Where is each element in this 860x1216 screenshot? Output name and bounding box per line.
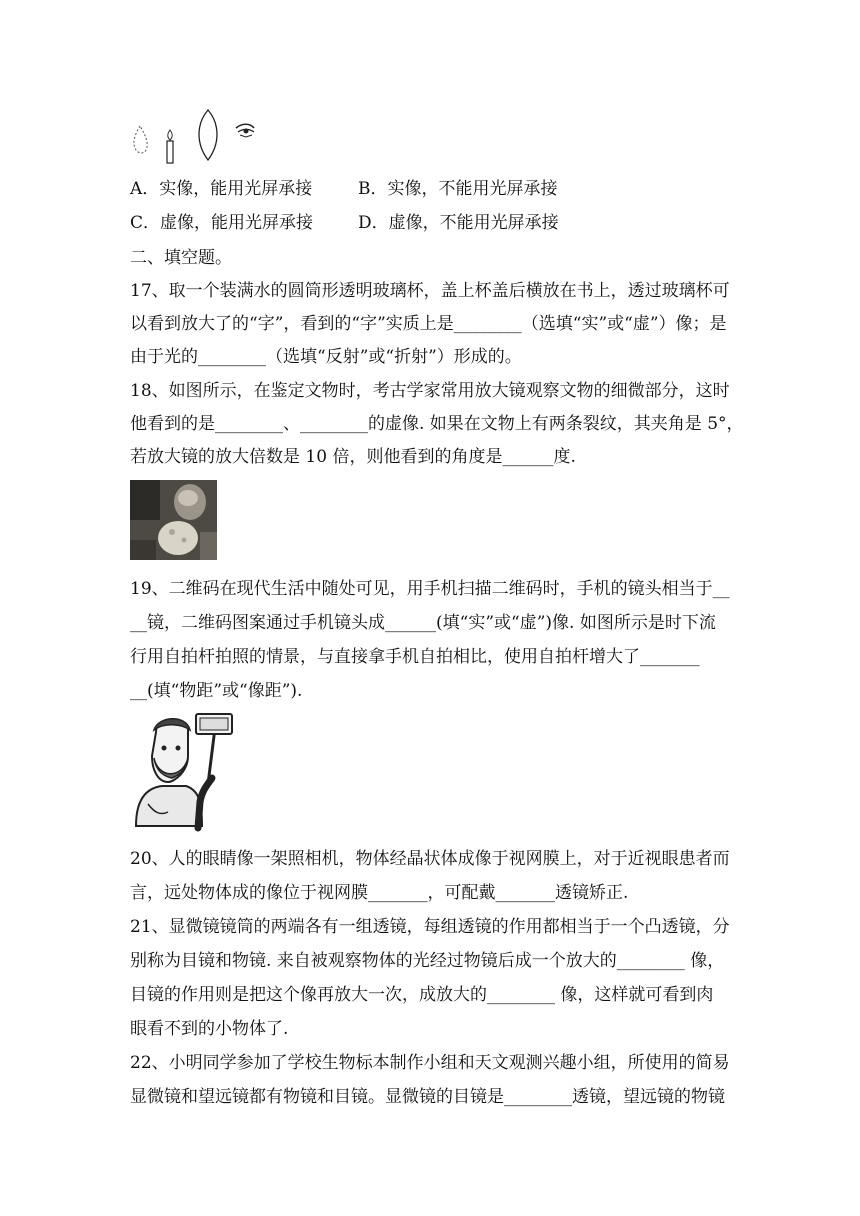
q19-line2: __镜，二维码图案通过手机镜头成______(填“实”或“虚”)像. 如图所示是时下流	[130, 613, 716, 633]
q22-line2: 显微镜和望远镜都有物镜和目镜。显微镜的目镜是________透镜，望远镜的物镜	[130, 1087, 725, 1107]
q19-line4: __(填“物距”或“像距”).	[130, 681, 303, 701]
q21-line3: 目镜的作用则是把这个像再放大一次，成放大的________ 像，这样就可看到肉	[130, 985, 714, 1005]
q19-line3: 行用自拍杆拍照的情景，与直接拿手机自拍相比，使用自拍杆增大了_______	[130, 647, 700, 667]
option-c: C．虚像，能用光屏承接	[130, 213, 314, 233]
q17-line2: 以看到放大了的“字”，看到的“字”实质上是________（选填“实”或“虚”）像；是	[130, 314, 727, 334]
flame-image-icon	[134, 126, 147, 153]
q20-line2: 言，远处物体成的像位于视网膜_______，可配戴_______透镜矫正.	[130, 883, 629, 903]
q18-line1: 18、如图所示，在鉴定文物时，考古学家常用放大镜观察文物的细微部分，这时	[130, 381, 730, 401]
q17-line3: 由于光的________（选填“反射”或“折射”）形成的。	[130, 347, 522, 367]
q21-line2: 别称为目镜和物镜. 来自被观察物体的光经过物镜后成一个放大的________ 像，	[130, 951, 725, 971]
convex-lens-icon	[199, 110, 217, 160]
option-a: A．实像，能用光屏承接	[130, 179, 313, 199]
q18-line2: 他看到的是________、________的虚像. 如果在文物上有两条裂纹，其夹角是 5°，	[130, 414, 744, 434]
q17-line1: 17、取一个装满水的圆筒形透明玻璃杯，盖上杯盖后横放在书上，透过玻璃杯可	[130, 281, 730, 301]
eye-icon	[236, 124, 254, 137]
optics-diagram	[126, 106, 266, 166]
q19-line1: 19、二维码在现代生活中随处可见，用手机扫描二维码时，手机的镜头相当于__	[130, 579, 730, 599]
q18-line3: 若放大镜的放大倍数是 10 倍，则他看到的角度是______度.	[130, 447, 576, 467]
q22-line1: 22、小明同学参加了学校生物标本制作小组和天文观测兴趣小组，所使用的简易	[130, 1053, 730, 1073]
option-d: D．虚像，不能用光屏承接	[358, 213, 559, 233]
section-title: 二、填空题。	[130, 248, 232, 268]
q21-line1: 21、显微镜镜筒的两端各有一组透镜，每组透镜的作用都相当于一个凸透镜，分	[130, 917, 730, 937]
selfie-stick-illustration	[128, 708, 240, 832]
q20-line1: 20、人的眼睛像一架照相机，物体经晶状体成像于视网膜上，对于近视眼患者而	[130, 849, 730, 869]
archaeologist-magnifier-photo	[130, 480, 217, 560]
option-b: B．实像，不能用光屏承接	[358, 179, 558, 199]
q21-line4: 眼看不到的小物体了.	[130, 1019, 289, 1039]
candle-icon	[167, 130, 173, 163]
